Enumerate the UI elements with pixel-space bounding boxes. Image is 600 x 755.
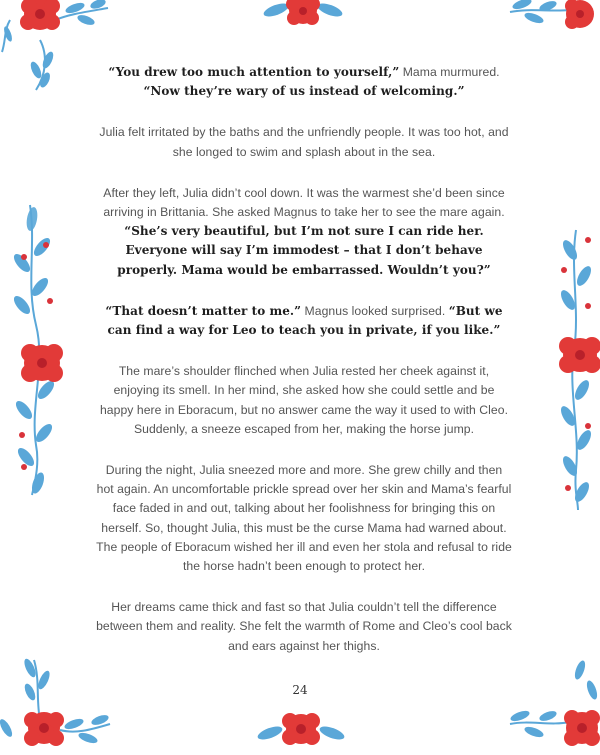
corner-top-right-flower-icon <box>500 0 600 60</box>
right-vine-flower-icon <box>548 230 600 510</box>
paragraph-3 <box>96 184 512 280</box>
paragraph-4 <box>96 302 512 340</box>
dialogue-text: “Now they’re wary of us instead of welcoming.” <box>143 84 465 99</box>
dialogue-text: “But we can find a way for Leo to teach you in private, if you like.” <box>107 303 503 338</box>
paragraph-5 <box>96 362 512 439</box>
paragraph-6 <box>96 461 512 576</box>
dialogue-text: “That doesn’t matter to me.” <box>105 303 302 318</box>
top-center-flower-icon <box>258 0 348 40</box>
corner-bottom-right-flower-icon <box>500 650 600 750</box>
narration-text: During the night, Julia sneezed more and more. She grew chilly and then hot again. An uncomfortable prickle spread over her skin and Mama’s fearful face faded in and out, talking about her foolishness for bringing this on herself. So, thought Julia, this must be the curse Mama had warned about. The people of Eboracum wished her ill and even her stola and refusal to ride the horse hadn’t been enough to protect her. <box>96 463 512 574</box>
bottom-center-flower-icon <box>256 705 346 755</box>
narration-text: The mare’s shoulder flinched when Julia rested her cheek against it, enjoying its smell. In her mind, she asked how she could settle and be happy here in Eboracum, but no answer came the way it used to with Cleo. Suddenly, a sneeze escaped from her, making the horse jump. <box>99 364 509 436</box>
left-vine-flower-icon <box>0 205 70 495</box>
paragraph-1 <box>96 63 512 101</box>
narration-text: Mama murmured. <box>399 65 500 79</box>
narration-text: After they left, Julia didn’t cool down. It was the warmest she’d been since arriving in Brittania. She asked Magnus to take her to see the mare again. <box>103 185 505 220</box>
body-text <box>96 63 512 678</box>
page-number: 24 <box>292 683 308 697</box>
paragraph-7 <box>96 598 512 656</box>
narration-text: Her dreams came thick and fast so that Julia couldn’t tell the difference between them and reality. She felt the warmth of Rome and Cleo’s cool back and ears against her thighs. <box>96 600 512 653</box>
narration-text: Julia felt irritated by the baths and the unfriendly people. It was too hot, and she longed to swim and splash about in the sea. <box>99 125 509 159</box>
narration-text: Magnus looked surprised. <box>301 303 449 318</box>
dialogue-text: “She’s very beautiful, but I’m not sure I can ride her. Everyone will say I’m immodest – that I don’t behave properly. Mama would be embarrassed. Wouldn’t you?” <box>117 224 491 277</box>
dialogue-text: “You drew too much attention to yourself,” <box>108 65 400 79</box>
paragraph-2 <box>96 123 512 161</box>
